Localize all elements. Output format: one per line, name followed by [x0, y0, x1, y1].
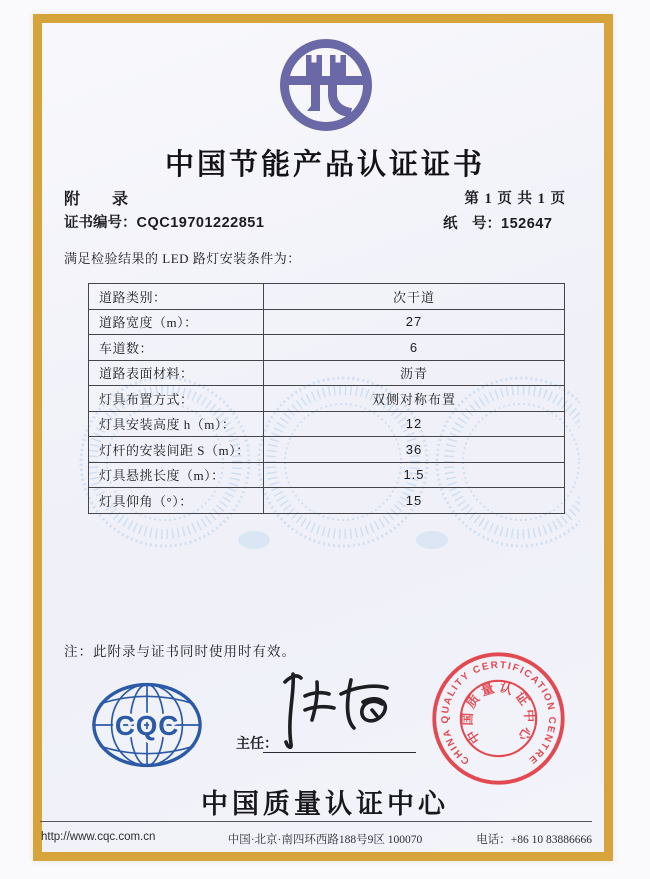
table-row-value: 1.5	[403, 467, 425, 483]
table-row-label: 道路表面材料：	[89, 361, 264, 386]
director-signature	[255, 666, 420, 754]
table-row	[89, 437, 564, 463]
table-row-label: 车道数：	[89, 335, 264, 360]
paper-number-value: 152647	[501, 216, 553, 232]
organization-name: 中国质量认证中心	[201, 789, 449, 819]
table-row-label: 灯具安装高度 h（m）：	[89, 412, 264, 437]
table-row-value: 27	[405, 314, 423, 330]
certificate-number-value: CQC19701222851	[136, 215, 265, 231]
red-seal-stamp	[430, 650, 567, 787]
energy-saving-mark-icon	[276, 34, 376, 136]
table-row-label: 道路宽度（m）：	[89, 310, 264, 335]
table-row-value: 36	[405, 441, 423, 457]
table-row	[89, 335, 564, 361]
table-row-value: 6	[409, 339, 419, 355]
svg-text:CHINA QUALITY CERTIFICATION CE	[440, 660, 557, 767]
certificate-title: 中国节能产品认证证书	[164, 149, 485, 181]
footer-phone: 电话：+86 10 83886666	[476, 834, 592, 846]
seal-inner-text: 中国质量认证中心	[460, 680, 537, 746]
cqc-logo-text: CQC	[114, 710, 180, 742]
table-row	[89, 284, 564, 310]
svg-text:中国质量认证中心	[461, 679, 538, 746]
footer-address: 中国·北京·南四环西路188号9区 100070	[227, 834, 423, 846]
certificate-number	[64, 211, 264, 232]
table-row	[89, 386, 564, 412]
page-info: 第 1 页 共 1 页	[464, 191, 566, 207]
table-row	[89, 361, 564, 387]
installation-conditions-table	[88, 283, 565, 514]
table-row	[89, 412, 564, 438]
paper-number-label: 纸 号：	[443, 216, 501, 232]
table-row-label: 灯具布置方式：	[89, 386, 264, 411]
table-row	[89, 488, 564, 513]
table-row	[89, 463, 564, 489]
footer	[0, 829, 650, 849]
table-row-label: 道路类别：	[89, 284, 264, 309]
footer-divider	[40, 821, 592, 822]
table-row-label: 灯具仰角（°）：	[89, 488, 264, 513]
table-row-label: 灯具悬挑长度（m）：	[89, 463, 264, 488]
certificate-number-label: 证书编号：	[64, 215, 137, 231]
director-label: 主任：	[236, 737, 278, 752]
table-row-value: 沥青	[399, 366, 428, 382]
cqc-globe-logo-icon	[88, 677, 206, 773]
table-row-value: 12	[405, 416, 423, 432]
table-row-label: 灯杆的安装间距 S（m）：	[89, 437, 264, 462]
table-row	[89, 310, 564, 336]
table-row-value: 次干道	[392, 289, 435, 305]
conditions-intro-text: 满足检验结果的 LED 路灯安装条件为：	[64, 251, 301, 266]
table-row-value: 双侧对称布置	[371, 391, 456, 407]
paper-number	[443, 212, 552, 233]
footer-url: http://www.cqc.com.cn	[41, 831, 156, 843]
appendix-label: 附 录	[64, 191, 129, 208]
validity-note: 注：此附录与证书同时使用时有效。	[64, 644, 296, 659]
seal-ring-text: CHINA QUALITY CERTIFICATION CENTRE	[439, 659, 558, 767]
table-row-value: 15	[405, 492, 423, 508]
